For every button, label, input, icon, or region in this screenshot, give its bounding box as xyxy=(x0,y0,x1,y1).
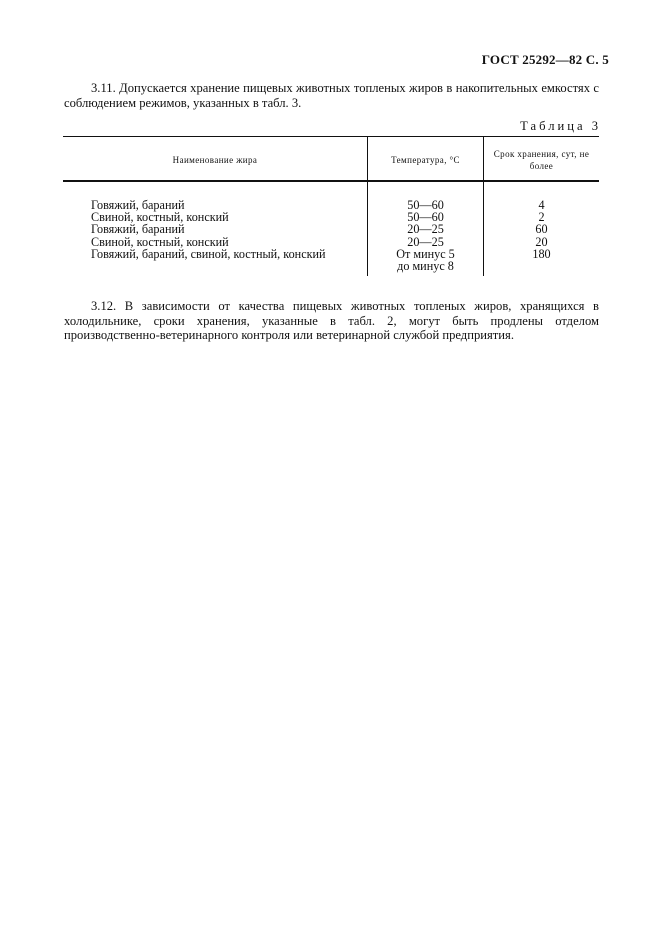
cell-temperature: 20—25 xyxy=(407,222,444,237)
column-header-term: Срок хранения, сут, не более xyxy=(493,149,590,171)
cell-fat-name: Свиной, костный, конский xyxy=(91,210,229,225)
cell-temperature: 50—60 xyxy=(407,210,444,225)
table-row xyxy=(0,248,661,272)
cell-temperature: 20—25 xyxy=(407,234,444,249)
paragraph-3-12-text: 3.12. В зависимости от качества пищевых животных топленых жиров, хранящихся в холодильнике, сроки хранения, указанные в табл. 2, могут быть продлены отделом производственно-ветеринарного контроля или ветеринарной службой предприятия. xyxy=(64,299,599,342)
page-header: ГОСТ 25292—82 С. 5 xyxy=(481,52,609,67)
cell-storage-term: 180 xyxy=(532,246,551,261)
cell-fat-name: Говяжий, бараний xyxy=(91,198,185,212)
cell-temperature: От минус 5 до минус 8 xyxy=(396,246,455,273)
paragraph-3-11-text: 3.11. Допускается хранение пищевых животных топленых жиров в накопительных емкостях с соблюдением режимов, указанных в табл. 3. xyxy=(64,81,599,110)
cell-storage-term: 20 xyxy=(535,234,548,249)
cell-storage-term: 2 xyxy=(538,210,545,225)
table-row xyxy=(0,223,661,235)
cell-fat-name: Говяжий, бараний, свиной, костный, конский xyxy=(91,246,326,261)
paragraph-3-12 xyxy=(64,299,599,343)
table-caption: Таблица 3 xyxy=(520,119,601,133)
cell-fat-name: Свиной, костный, конский xyxy=(91,234,229,249)
cell-fat-name: Говяжий, бараний xyxy=(91,222,185,237)
column-header-temperature: Температура, °С xyxy=(391,155,460,165)
cell-storage-term: 60 xyxy=(535,222,548,237)
table-top-rule xyxy=(63,136,599,137)
column-header-name: Наименование жира xyxy=(172,155,258,165)
table-body xyxy=(0,199,661,272)
table-header-rule xyxy=(63,180,599,182)
paragraph-3-11 xyxy=(64,81,599,110)
cell-storage-term: 4 xyxy=(538,198,545,212)
table-row xyxy=(0,236,661,248)
cell-temperature: 50—60 xyxy=(407,198,444,212)
